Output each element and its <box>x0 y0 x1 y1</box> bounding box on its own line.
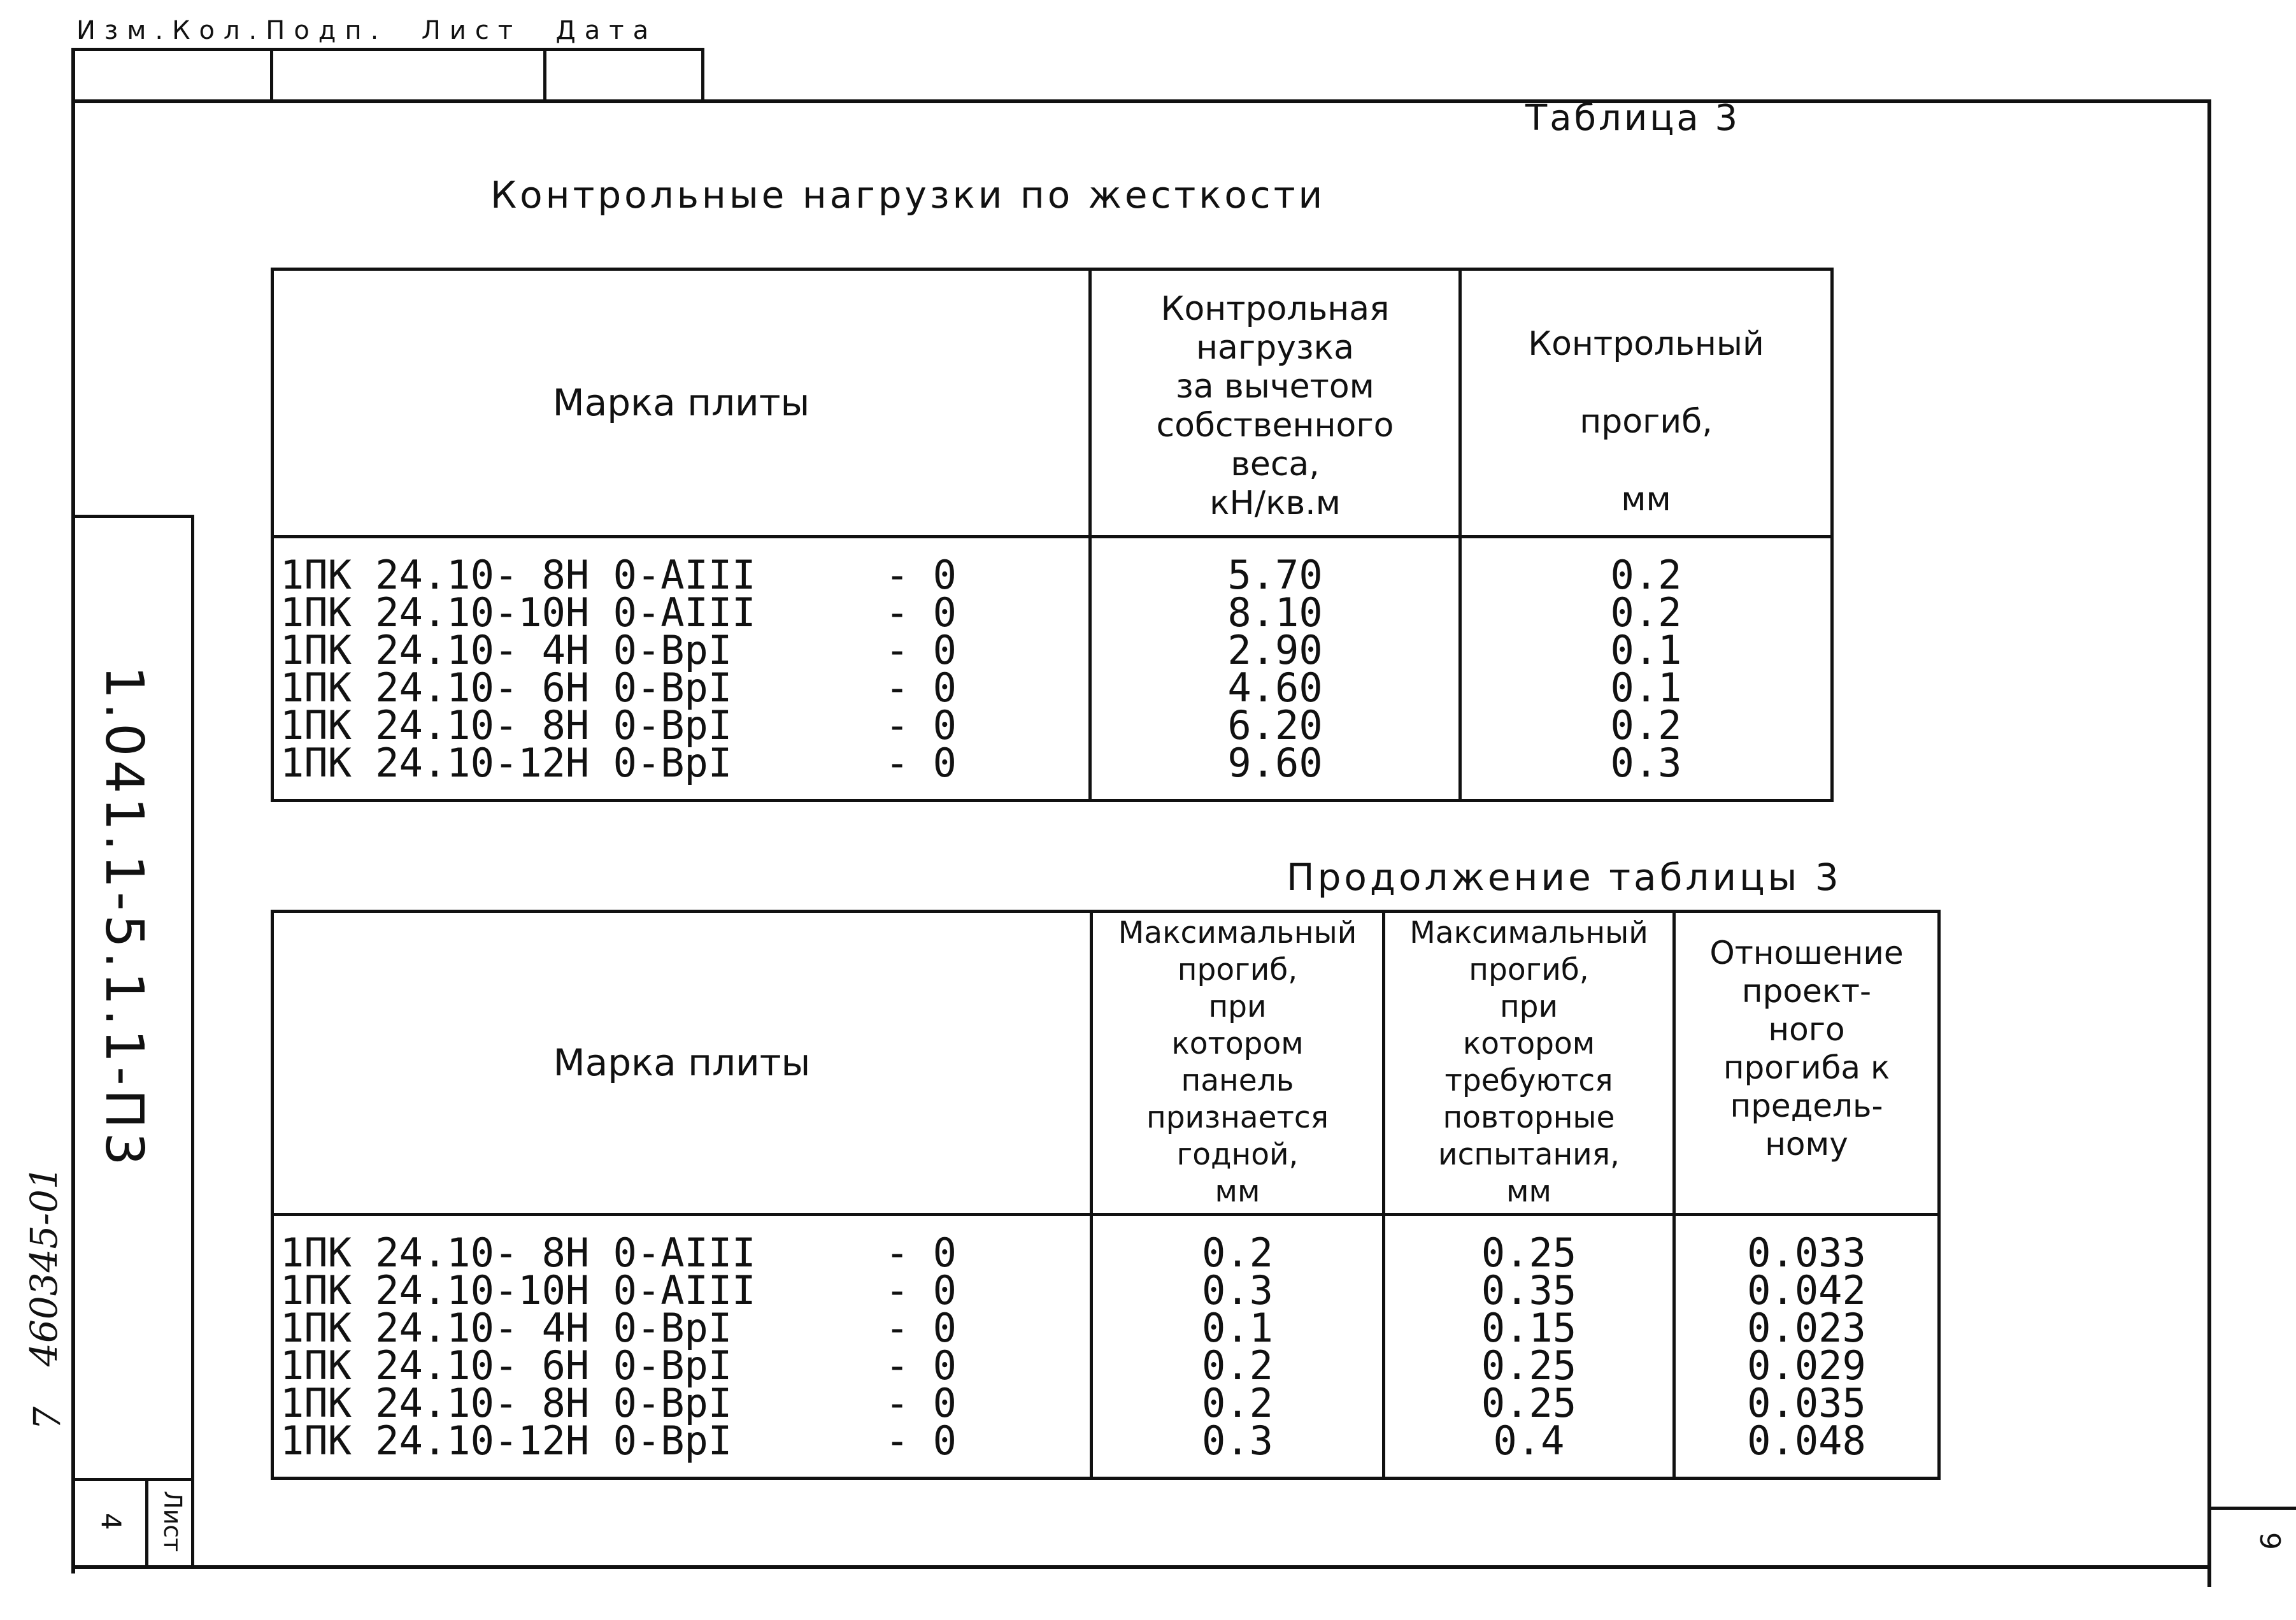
t2-cell-max-retest: 0.25 <box>1481 1380 1577 1426</box>
t2-cell-mark: 1ПК 24.10- 8Н 0-BpI <box>280 1380 732 1426</box>
t1-cell-load: 6.20 <box>1227 702 1323 749</box>
t1-cell-deflection: 0.1 <box>1610 664 1682 711</box>
stamp-top-div-2 <box>543 48 546 102</box>
t1-cell-suffix: - 0 <box>885 740 957 786</box>
left-stamp-top <box>71 515 194 518</box>
t1-cell-deflection: 0.1 <box>1610 627 1682 673</box>
stamp-top-div-3 <box>701 48 704 102</box>
table-row <box>280 1417 1936 1464</box>
page-title: Контрольные нагрузки по жесткости <box>490 173 1326 217</box>
t1-body <box>280 552 1828 786</box>
t1-cell-suffix: - 0 <box>885 627 957 673</box>
table-row <box>280 664 1828 711</box>
t2-cell-suffix: - 0 <box>885 1229 957 1276</box>
table-row <box>280 1342 1936 1389</box>
t2-border-bottom <box>271 1477 1941 1480</box>
t2-cell-max-ok: 0.2 <box>1202 1342 1273 1389</box>
stamp-top-div-1 <box>270 48 273 102</box>
t2-border-right <box>1937 910 1941 1480</box>
t1-cell-suffix: - 0 <box>885 702 957 749</box>
table-row <box>280 740 1828 786</box>
t2-cell-suffix: - 0 <box>885 1380 957 1426</box>
t2-cell-suffix: - 0 <box>885 1342 957 1389</box>
handwritten-note: 460345-01 <box>22 1166 66 1366</box>
t2-cell-suffix: - 0 <box>885 1417 957 1464</box>
t2-header-ratio: Отношение проект- ного прогиба к предель- ному <box>1709 935 1904 1163</box>
frame-top <box>73 99 2211 103</box>
t2-cell-max-ok: 0.3 <box>1202 1417 1273 1464</box>
t2-cell-mark: 1ПК 24.10-12Н 0-BpI <box>280 1417 732 1464</box>
sheet-number: 4 <box>96 1513 127 1530</box>
left-stamp-right <box>191 515 194 1567</box>
t1-cell-suffix: - 0 <box>885 589 957 636</box>
t2-cell-suffix: - 0 <box>885 1267 957 1314</box>
t1-cell-deflection: 0.2 <box>1610 702 1682 749</box>
t1-header-deflection: Контрольный прогиб, мм <box>1528 325 1764 519</box>
t2-header-mark: Марка плиты <box>553 1041 811 1084</box>
document-code: 1.041.1-5.1.1-П3 <box>94 666 154 1170</box>
t2-cell-mark: 1ПК 24.10- 6Н 0-BpI <box>280 1342 732 1389</box>
t2-cell-max-ok: 0.2 <box>1202 1229 1273 1276</box>
t2-header-max-retest: Максимальный прогиб, при котором требуются повторные испытания, мм <box>1409 915 1648 1209</box>
frame-right <box>2207 99 2211 1587</box>
t1-cell-load: 9.60 <box>1227 740 1323 786</box>
t2-cell-max-ok: 0.1 <box>1202 1305 1273 1351</box>
table-row <box>280 589 1828 636</box>
table-row <box>280 1229 1936 1276</box>
t1-cell-mark: 1ПК 24.10- 8Н 0-BpI <box>280 702 732 749</box>
t1-cell-load: 4.60 <box>1227 664 1323 711</box>
t1-cell-deflection: 0.2 <box>1610 589 1682 636</box>
t2-header-max-ok: Максимальный прогиб, при котором панель признается годной, мм <box>1118 915 1357 1209</box>
t1-cell-mark: 1ПК 24.10- 6Н 0-BpI <box>280 664 732 711</box>
frame-left <box>71 48 75 1573</box>
t1-cell-mark: 1ПК 24.10- 8Н 0-AIII <box>280 552 756 598</box>
t1-border-bottom <box>271 799 1834 802</box>
t1-header-load: Контрольная нагрузка за вычетом собственного веса, кН/кв.м <box>1156 290 1394 522</box>
frame-bottom <box>71 1565 2211 1569</box>
t2-cell-ratio: 0.048 <box>1747 1417 1866 1464</box>
table-row <box>280 1305 1936 1351</box>
t2-cell-mark: 1ПК 24.10-10Н 0-AIII <box>280 1267 756 1314</box>
frame-top-stamp-top <box>73 48 704 51</box>
t1-cell-load: 8.10 <box>1227 589 1323 636</box>
t2-cell-suffix: - 0 <box>885 1305 957 1351</box>
t2-cell-max-retest: 0.25 <box>1481 1229 1577 1276</box>
t2-body <box>280 1229 1936 1464</box>
handwritten-mark: 7 <box>25 1407 69 1430</box>
t1-cell-suffix: - 0 <box>885 552 957 598</box>
t2-cell-max-ok: 0.3 <box>1202 1267 1273 1314</box>
t2-cell-ratio: 0.033 <box>1747 1229 1866 1276</box>
stamp-top-strip-text: Изм.Кол.Подп. Лист Дата <box>76 16 658 45</box>
table-number: Таблица 3 <box>1525 97 1741 139</box>
page-number-box-top <box>2207 1507 2296 1510</box>
t1-cell-mark: 1ПК 24.10-12Н 0-BpI <box>280 740 732 786</box>
t2-cell-max-retest: 0.4 <box>1493 1417 1565 1464</box>
t1-cell-load: 5.70 <box>1227 552 1323 598</box>
t1-cell-deflection: 0.3 <box>1610 740 1682 786</box>
t2-cell-max-retest: 0.15 <box>1481 1305 1577 1351</box>
t1-cell-deflection: 0.2 <box>1610 552 1682 598</box>
t2-cell-ratio: 0.042 <box>1747 1267 1866 1314</box>
t2-cell-ratio: 0.023 <box>1747 1305 1866 1351</box>
t1-header-mark: Марка плиты <box>552 381 810 424</box>
t1-cell-load: 2.90 <box>1227 627 1323 673</box>
t1-cell-suffix: - 0 <box>885 664 957 711</box>
t1-header-div <box>271 535 1834 538</box>
continuation-caption: Продолжение таблицы 3 <box>1287 856 1842 899</box>
table-row <box>280 552 1828 598</box>
t2-cell-mark: 1ПК 24.10- 8Н 0-AIII <box>280 1229 756 1276</box>
left-stamp-sheet-top <box>71 1478 194 1481</box>
table-row <box>280 1267 1936 1314</box>
t2-header-div <box>271 1213 1941 1216</box>
t2-cell-max-retest: 0.35 <box>1481 1267 1577 1314</box>
table-row <box>280 1380 1936 1426</box>
table-row <box>280 627 1828 673</box>
t2-cell-ratio: 0.029 <box>1747 1342 1866 1389</box>
t1-cell-mark: 1ПК 24.10- 4Н 0-BpI <box>280 627 732 673</box>
t2-cell-ratio: 0.035 <box>1747 1380 1866 1426</box>
left-stamp-sheet-div <box>145 1478 148 1567</box>
t1-cell-mark: 1ПК 24.10-10Н 0-AIII <box>280 589 756 636</box>
page-number: 9 <box>2253 1532 2286 1550</box>
t2-cell-max-ok: 0.2 <box>1202 1380 1273 1426</box>
t2-cell-max-retest: 0.25 <box>1481 1342 1577 1389</box>
sheet-label: Лист <box>159 1491 187 1552</box>
table-row <box>280 702 1828 749</box>
t2-cell-mark: 1ПК 24.10- 4Н 0-BpI <box>280 1305 732 1351</box>
